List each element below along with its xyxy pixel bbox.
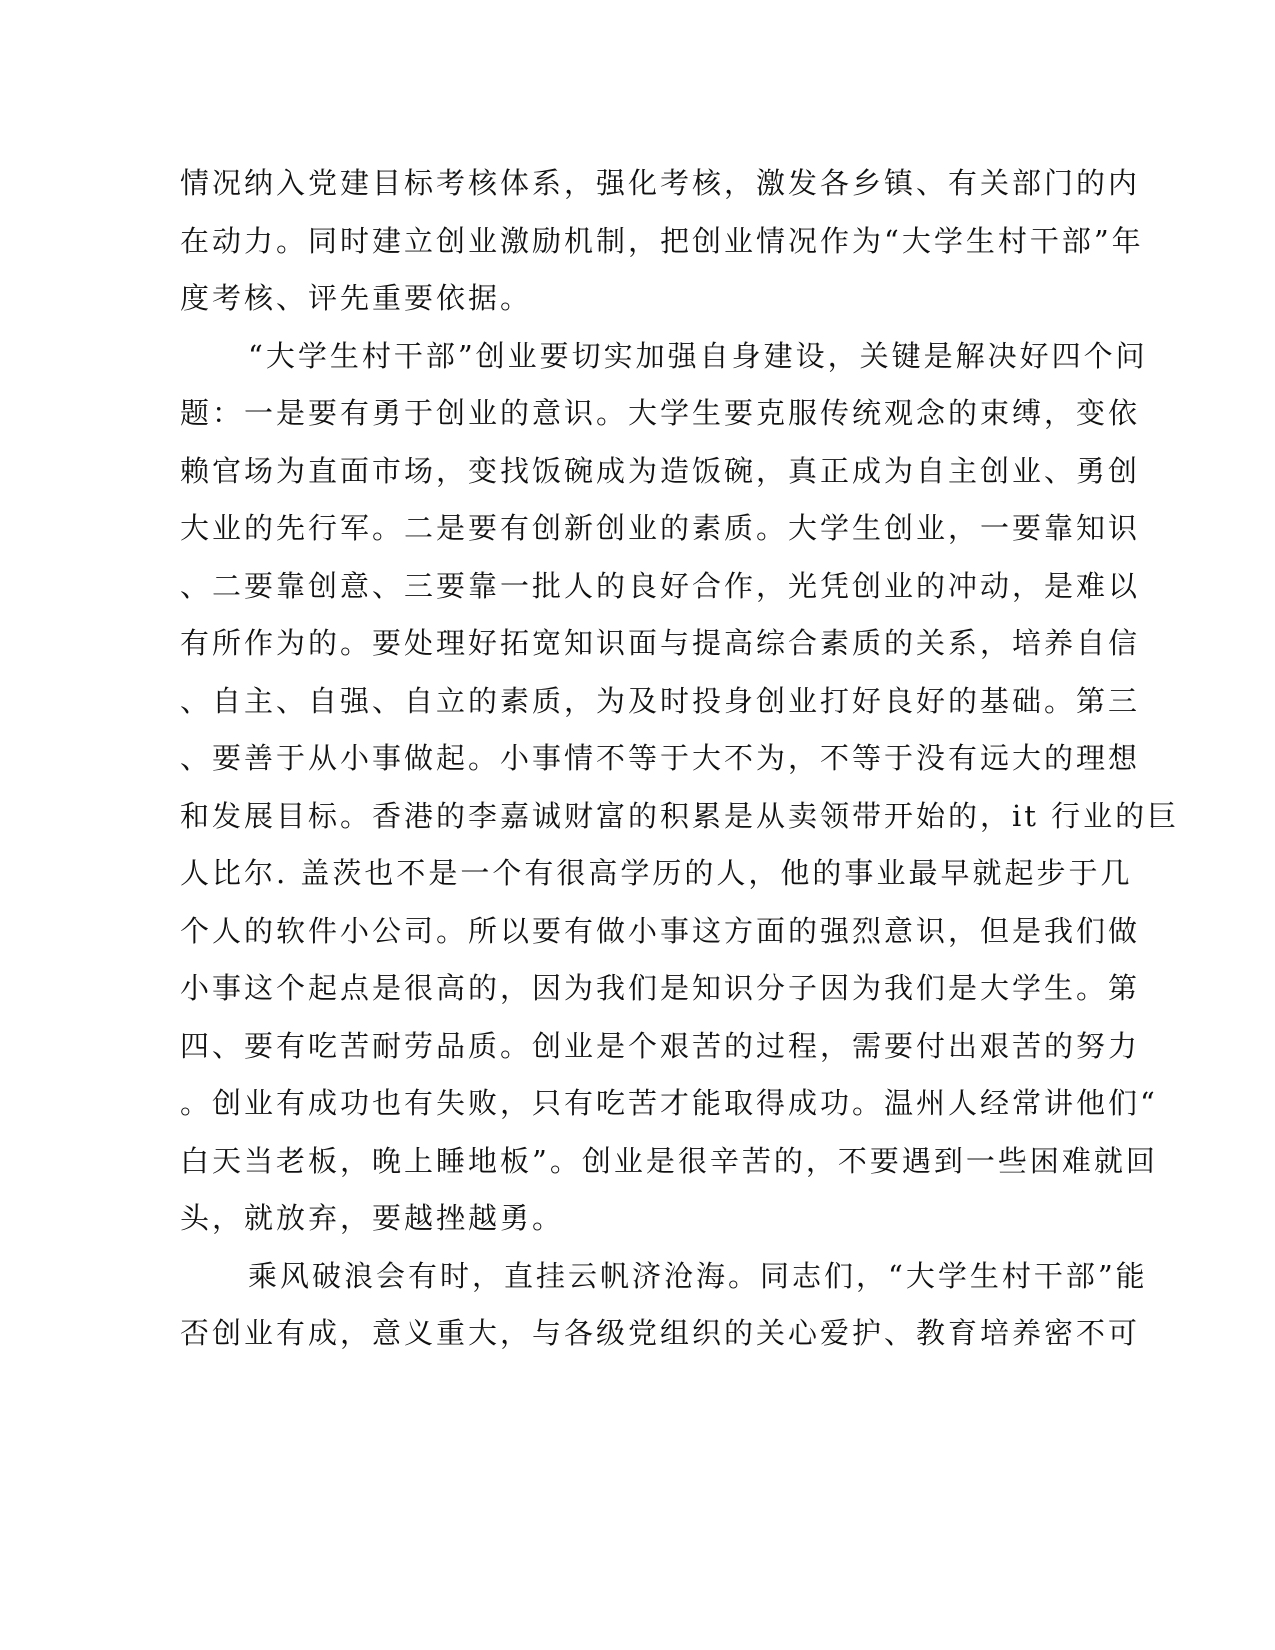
text-line: 、要善于从小事做起。小事情不等于大不为，不等于没有远大的理想 — [180, 741, 1141, 775]
text-line: 题：一是要有勇于创业的意识。大学生要克服传统观念的束缚，变依 — [180, 396, 1141, 430]
text-line: 小事这个起点是很高的，因为我们是知识分子因为我们是大学生。第 — [180, 971, 1141, 1005]
text-line: 否创业有成，意义重大，与各级党组织的关心爱护、教育培养密不可 — [180, 1316, 1141, 1350]
text-line: 赖官场为直面市场，变找饭碗成为造饭碗，真正成为自主创业、勇创 — [180, 453, 1141, 488]
text-line: 大业的先行军。二是要有创新创业的素质。大学生创业，一要靠知识 — [180, 511, 1141, 545]
text-line: 个人的软件小公司。所以要有做小事这方面的强烈意识，但是我们做 — [180, 913, 1141, 948]
text-line: 白天当老板，晚上睡地板”。创业是很辛苦的，不要遇到一些困难就回 — [180, 1143, 1158, 1178]
text-line: “大学生村干部”创业要切实加强自身建设，关键是解决好四个问 — [248, 338, 1148, 373]
text-line: 四、要有吃苦耐劳品质。创业是个艰苦的过程，需要付出艰苦的努力 — [180, 1028, 1141, 1063]
paragraph-3 — [180, 1248, 1148, 1363]
text-line: 头，就放弃，要越挫越勇。 — [180, 1201, 565, 1235]
text-line: 在动力。同时建立创业激励机制，把创业情况作为“大学生村干部”年 — [180, 223, 1144, 258]
text-line: 、自主、自强、自立的素质，为及时投身创业打好良好的基础。第三 — [180, 683, 1141, 718]
text-line: 乘风破浪会有时，直挂云帆济沧海。同志们，“大学生村干部”能 — [248, 1258, 1148, 1293]
text-line: 有所作为的。要处理好拓宽知识面与提高综合素质的关系，培养自信 — [180, 626, 1141, 660]
text-line: 人比尔. 盖茨也不是一个有很高学历的人，他的事业最早就起步于几 — [180, 856, 1133, 890]
text-line: 、二要靠创意、三要靠一批人的良好合作，光凭创业的冲动，是难以 — [180, 568, 1141, 603]
paragraph-2 — [180, 328, 1180, 1248]
text-line: 度考核、评先重要依据。 — [180, 281, 533, 315]
paragraph-1 — [180, 155, 1144, 328]
text-line: 。创业有成功也有失败，只有吃苦才能取得成功。温州人经常讲他们“ — [180, 1086, 1158, 1120]
text-line: 和发展目标。香港的李嘉诚财富的积累是从卖领带开始的，it 行业的巨 — [180, 798, 1180, 833]
document-body — [180, 155, 1180, 1363]
text-line: 情况纳入党建目标考核体系，强化考核，激发各乡镇、有关部门的内 — [180, 166, 1141, 200]
